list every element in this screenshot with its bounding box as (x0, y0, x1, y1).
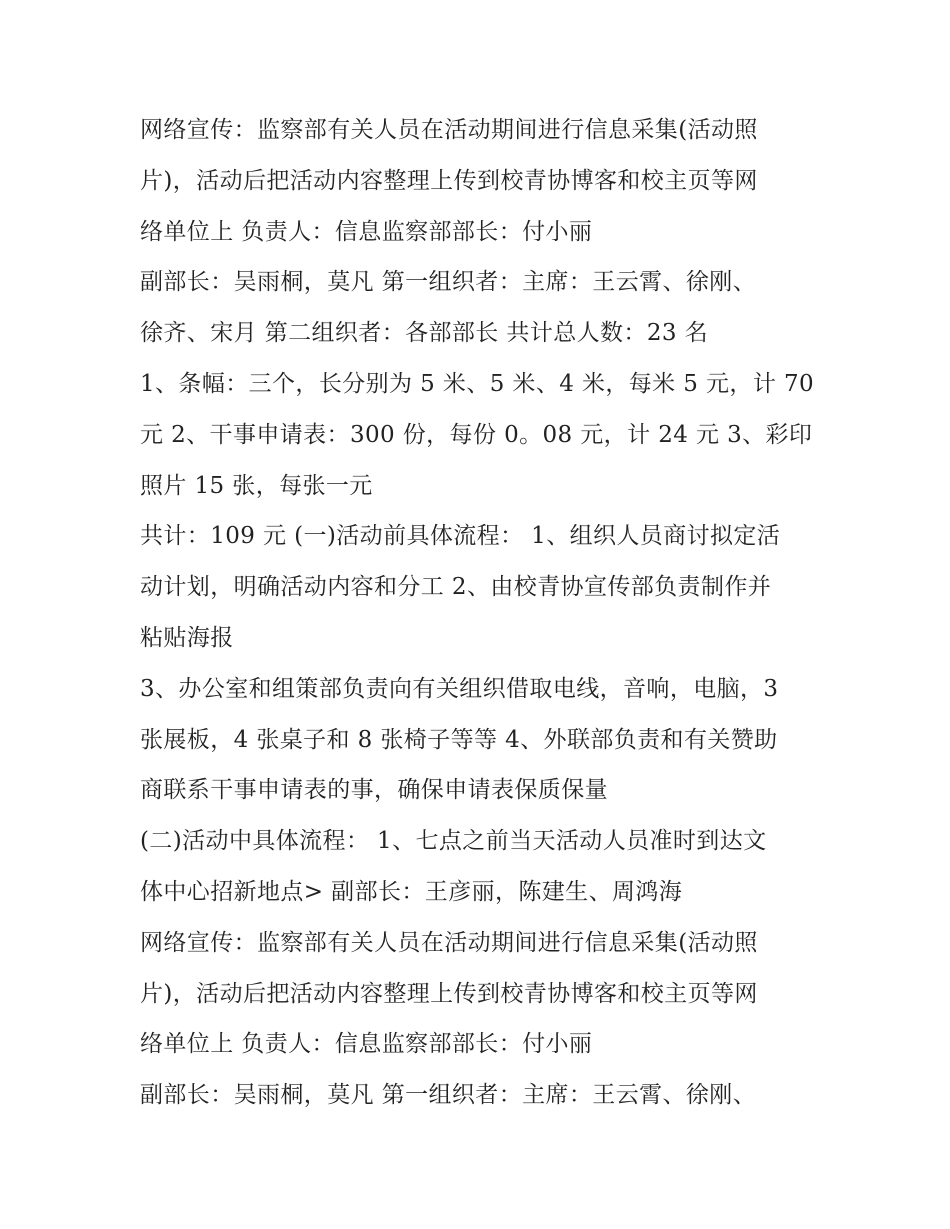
text-line: 照片 15 张，每张一元 (140, 472, 373, 499)
text-line: 片)，活动后把活动内容整理上传到校青协博客和校主页等网 (140, 980, 758, 1007)
text-line: 商联系干事申请表的事，确保申请表保质保量 (140, 777, 608, 804)
document-body (140, 105, 820, 1121)
text-line: 网络宣传：监察部有关人员在活动期间进行信息采集(活动照 (140, 117, 758, 143)
text-line: 粘贴海报 (140, 624, 234, 651)
text-line: (二)活动中具体流程： 1、七点之前当天活动人员准时到达文 (140, 828, 767, 855)
text-line: 1、条幅：三个，长分别为 5 米、5 米、4 米，每米 5 元，计 70 (140, 370, 815, 397)
text-line: 络单位上 负责人：信息监察部部长：付小丽 (140, 218, 593, 245)
text-line: 动计划，明确活动内容和分工 2、由校青协宣传部负责制作并 (140, 574, 772, 601)
text-line: 徐齐、宋月 第二组织者：各部部长 共计总人数：23 名 (140, 320, 708, 347)
text-line: 共计：109 元 (一)活动前具体流程： 1、组织人员商讨拟定活 (140, 523, 781, 550)
text-line: 络单位上 负责人：信息监察部部长：付小丽 (140, 1031, 593, 1058)
text-line: 3、办公室和组策部负责向有关组织借取电线，音响，电脑，3 (140, 675, 779, 702)
text-line: 体中心招新地点> 副部长：王彦丽，陈建生、周鸿海 (140, 878, 683, 905)
text-line: 片)，活动后把活动内容整理上传到校青协博客和校主页等网 (140, 167, 758, 194)
text-line: 网络宣传：监察部有关人员在活动期间进行信息采集(活动照 (140, 929, 758, 956)
text-line: 副部长：吴雨桐，莫凡 第一组织者：主席：王云霄、徐刚、 (140, 1082, 757, 1109)
text-line: 元 2、干事申请表：300 份，每份 0。08 元，计 24 元 3、彩印 (140, 421, 813, 448)
text-line: 张展板，4 张桌子和 8 张椅子等等 4、外联部负责和有关赞助 (140, 726, 778, 753)
text-line: 副部长：吴雨桐，莫凡 第一组织者：主席：王云霄、徐刚、 (140, 269, 757, 296)
